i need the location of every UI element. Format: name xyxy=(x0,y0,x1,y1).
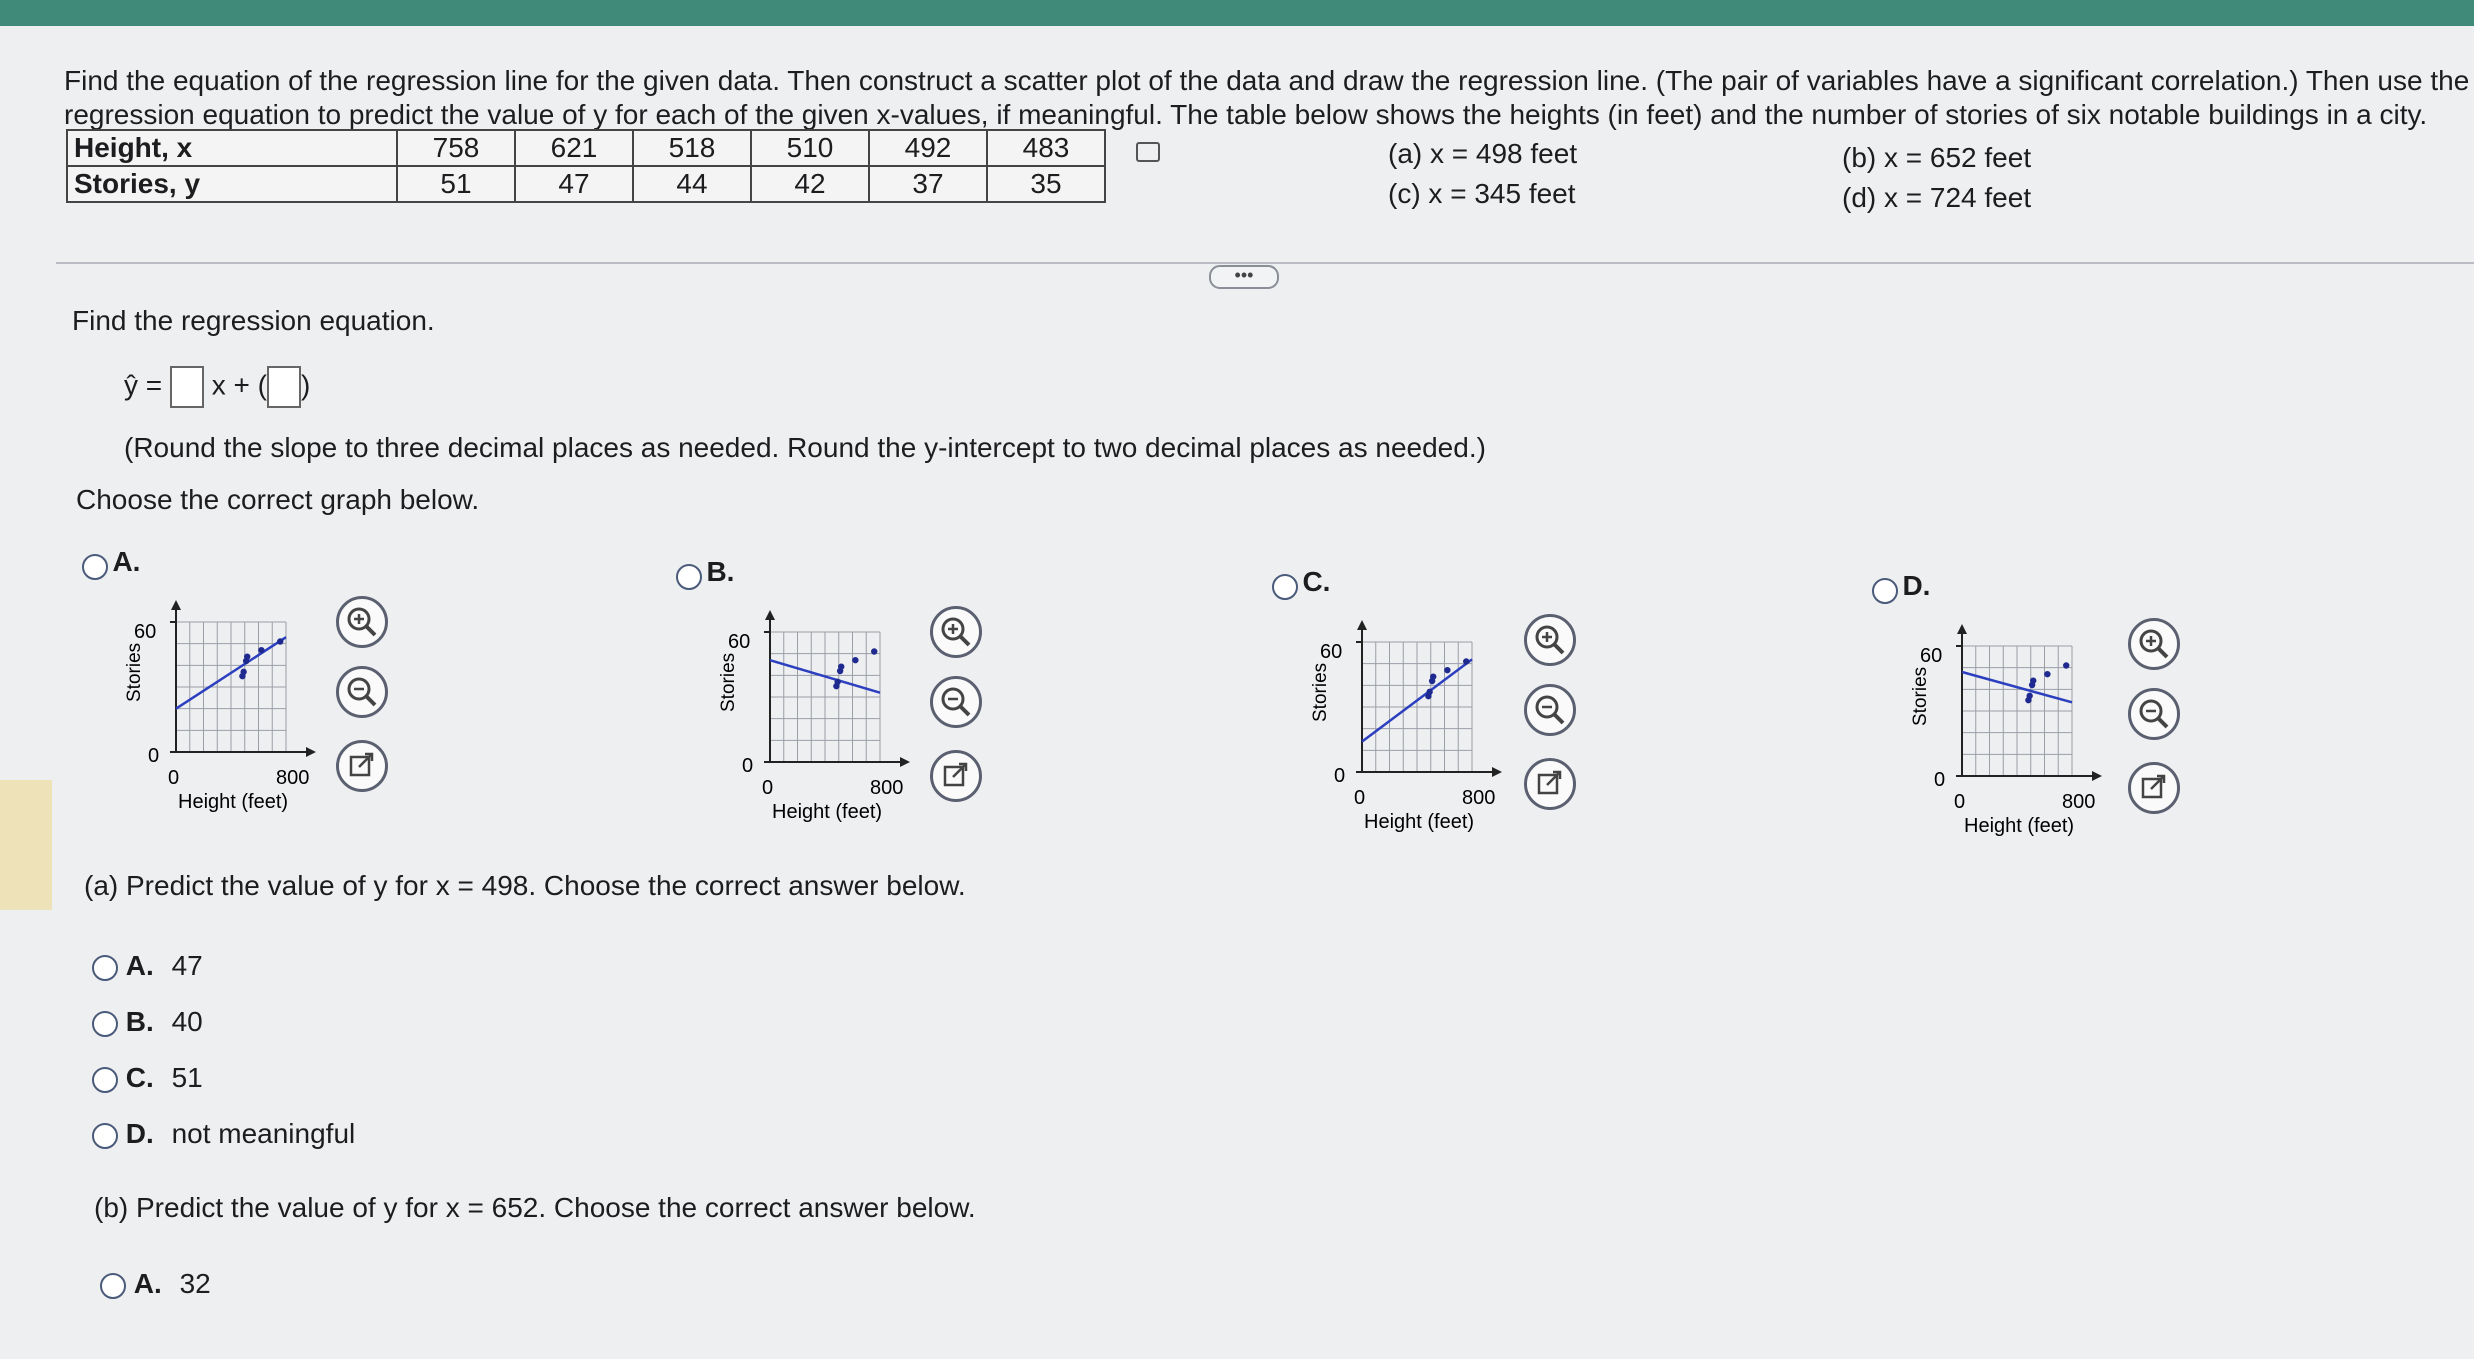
zoom-out-button[interactable] xyxy=(1524,684,1576,736)
data-point xyxy=(2026,693,2032,699)
x-tick-800: 800 xyxy=(276,767,310,789)
given-x-d: (d) x = 724 feet xyxy=(1842,182,2032,213)
given-x-c: (c) x = 345 feet xyxy=(1388,178,1576,209)
y-axis-arrow xyxy=(171,600,181,610)
radio-button[interactable] xyxy=(92,1067,118,1093)
option-label: A. xyxy=(112,546,141,577)
zoom-in-button[interactable] xyxy=(930,606,982,658)
zoom-out-icon xyxy=(2131,691,2177,737)
graph-d xyxy=(1882,616,2122,841)
table-cell: 621 xyxy=(515,130,633,166)
regression-equation: ŷ = x + ( ) xyxy=(124,366,310,408)
data-table xyxy=(66,129,1106,203)
x-axis-label: Height (feet) xyxy=(178,791,289,812)
data-point xyxy=(1444,667,1450,673)
zoom-out-button[interactable] xyxy=(930,676,982,728)
given-x-a: (a) x = 498 feet xyxy=(1388,138,1578,169)
zoom-out-icon xyxy=(933,679,979,725)
radio-button[interactable] xyxy=(676,564,702,590)
x-tick-0: 0 xyxy=(1354,787,1366,809)
option-label: C. xyxy=(1302,566,1331,597)
section-divider xyxy=(56,262,2474,264)
table-row-label-height: Height, x xyxy=(67,130,397,166)
x-tick-0: 0 xyxy=(1954,791,1966,813)
zoom-in-icon xyxy=(2131,621,2177,667)
option-label: B. xyxy=(125,1006,154,1037)
x-axis-label: Height (feet) xyxy=(1364,811,1475,832)
popout-icon xyxy=(933,753,979,799)
table-cell: 758 xyxy=(397,130,515,166)
x-axis-label: Height (feet) xyxy=(772,801,883,822)
y-tick-60: 60 xyxy=(728,631,751,653)
problem-statement xyxy=(64,64,2470,132)
x-tick-0: 0 xyxy=(762,777,774,799)
x-tick-800: 800 xyxy=(1462,787,1496,809)
part-b-prompt: (b) Predict the value of y for x = 652. Choose the correct answer below. xyxy=(94,1192,976,1223)
graph-option-c[interactable] xyxy=(1272,566,1330,600)
scatter-plot-a xyxy=(96,592,336,812)
option-label: B. xyxy=(706,556,735,587)
y-tick-0: 0 xyxy=(1934,769,1946,791)
data-point xyxy=(871,648,877,654)
data-point xyxy=(1463,658,1469,664)
y-tick-0: 0 xyxy=(1334,765,1346,787)
data-point xyxy=(244,653,250,659)
data-point xyxy=(277,638,283,644)
x-axis-arrow xyxy=(2092,771,2102,781)
zoom-in-button[interactable] xyxy=(336,596,388,648)
yhat-label: ŷ = xyxy=(124,369,163,401)
option-text: 32 xyxy=(179,1268,211,1299)
popout-button[interactable] xyxy=(1524,758,1576,810)
graph-b xyxy=(690,602,930,827)
table-row-label-stories: Stories, y xyxy=(67,166,397,202)
zoom-out-button[interactable] xyxy=(336,666,388,718)
popout-button[interactable] xyxy=(930,750,982,802)
table-cell: 42 xyxy=(751,166,869,202)
data-point xyxy=(1426,689,1432,695)
graph-option-b[interactable] xyxy=(676,556,734,590)
y-tick-0: 0 xyxy=(742,755,754,777)
option-label: D. xyxy=(125,1118,154,1149)
option-text: 51 xyxy=(171,1062,203,1093)
radio-button[interactable] xyxy=(100,1273,126,1299)
table-cell: 51 xyxy=(397,166,515,202)
option-label: D. xyxy=(1902,570,1931,601)
zoom-in-button[interactable] xyxy=(1524,614,1576,666)
y-axis-label: Stories xyxy=(124,642,145,702)
radio-button[interactable] xyxy=(92,1123,118,1149)
y-axis-arrow xyxy=(765,610,775,620)
y-axis-arrow xyxy=(1357,620,1367,630)
y-tick-60: 60 xyxy=(1920,645,1943,667)
table-cell: 47 xyxy=(515,166,633,202)
data-point xyxy=(258,647,264,653)
zoom-out-button[interactable] xyxy=(2128,688,2180,740)
y-axis-label: Stories xyxy=(1910,666,1931,726)
data-point xyxy=(240,669,246,675)
intercept-input[interactable] xyxy=(267,366,301,408)
option-text: 47 xyxy=(171,950,203,981)
scatter-plot-d xyxy=(1882,616,2122,836)
radio-button[interactable] xyxy=(82,554,108,580)
copy-table-icon[interactable] xyxy=(1136,142,1160,162)
radio-button[interactable] xyxy=(1272,574,1298,600)
option-label: A. xyxy=(125,950,154,981)
graph-a xyxy=(96,592,336,817)
table-cell: 492 xyxy=(869,130,987,166)
popout-button[interactable] xyxy=(2128,762,2180,814)
data-point xyxy=(1430,673,1436,679)
option-text: 40 xyxy=(171,1006,203,1037)
zoom-out-icon xyxy=(1527,687,1573,733)
plot-area xyxy=(1956,624,2102,781)
x-tick-800: 800 xyxy=(870,777,904,799)
graph-option-a[interactable] xyxy=(82,546,140,580)
expand-more-button[interactable]: ••• xyxy=(1209,265,1279,289)
plot-area xyxy=(170,600,316,757)
part-a-option-a[interactable] xyxy=(92,950,203,982)
x-tick-0: 0 xyxy=(168,767,180,789)
data-point xyxy=(2044,671,2050,677)
part-a-option-c[interactable] xyxy=(92,1062,203,1094)
zoom-in-icon xyxy=(339,599,385,645)
radio-button[interactable] xyxy=(92,1011,118,1037)
table-cell: 483 xyxy=(987,130,1105,166)
popout-button[interactable] xyxy=(336,740,388,792)
part-a-option-d[interactable] xyxy=(92,1118,355,1150)
option-label: A. xyxy=(133,1268,162,1299)
table-cell: 35 xyxy=(987,166,1105,202)
y-axis-label: Stories xyxy=(1310,662,1331,722)
popout-icon xyxy=(1527,761,1573,807)
radio-button[interactable] xyxy=(92,955,118,981)
zoom-in-icon xyxy=(933,609,979,655)
y-tick-0: 0 xyxy=(148,745,160,767)
option-text: not meaningful xyxy=(171,1118,356,1149)
x-plus-label: x + xyxy=(211,369,250,401)
part-b-option-a[interactable] xyxy=(100,1268,211,1300)
scatter-plot-b xyxy=(690,602,930,822)
y-tick-60: 60 xyxy=(134,621,157,643)
slope-input[interactable] xyxy=(170,366,204,408)
y-axis-arrow xyxy=(1957,624,1967,634)
data-point xyxy=(838,663,844,669)
option-label: C. xyxy=(125,1062,154,1093)
table-cell: 518 xyxy=(633,130,751,166)
data-point xyxy=(834,679,840,685)
part-a-option-b[interactable] xyxy=(92,1006,203,1038)
zoom-out-icon xyxy=(339,669,385,715)
graph-option-d[interactable] xyxy=(1872,570,1930,604)
rounding-instructions: (Round the slope to three decimal places as needed. Round the y-intercept to two decimal places as needed.) xyxy=(124,432,1486,463)
table-row xyxy=(67,130,1105,166)
y-tick-60: 60 xyxy=(1320,641,1343,663)
radio-button[interactable] xyxy=(1872,578,1898,604)
x-axis-arrow xyxy=(1492,767,1502,777)
graph-c xyxy=(1282,612,1522,837)
zoom-in-button[interactable] xyxy=(2128,618,2180,670)
table-cell: 510 xyxy=(751,130,869,166)
plot-area xyxy=(764,610,910,767)
problem-intro-line1: Find the equation of the regression line for the given data. Then construct a scatter plot of the data and draw the regression line. (The pair of variables have a significant correlation.) Then use the xyxy=(64,65,2470,96)
part-a-prompt: (a) Predict the value of y for x = 498. Choose the correct answer below. xyxy=(84,870,966,901)
zoom-in-icon xyxy=(1527,617,1573,663)
x-tick-800: 800 xyxy=(2062,791,2096,813)
problem-intro-line2: regression equation to predict the value of y for each of the given x-values, if meaningful. The table below shows the heights (in feet) and the number of stories of six notable buildings in a city. xyxy=(64,99,2428,130)
x-axis-label: Height (feet) xyxy=(1964,815,2075,836)
popout-icon xyxy=(339,743,385,789)
x-axis-arrow xyxy=(306,747,316,757)
given-x-b: (b) x = 652 feet xyxy=(1842,142,2032,173)
popout-icon xyxy=(2131,765,2177,811)
table-cell: 37 xyxy=(869,166,987,202)
x-axis-arrow xyxy=(900,757,910,767)
regression-prompt: Find the regression equation. xyxy=(72,305,435,336)
plot-area xyxy=(1356,620,1502,777)
table-row xyxy=(67,166,1105,202)
left-edge-strip xyxy=(0,780,52,910)
data-point xyxy=(852,657,858,663)
data-point xyxy=(2030,677,2036,683)
graph-choice-prompt: Choose the correct graph below. xyxy=(76,484,480,515)
table-cell: 44 xyxy=(633,166,751,202)
data-point xyxy=(2063,662,2069,668)
scatter-plot-c xyxy=(1282,612,1522,832)
y-axis-label: Stories xyxy=(718,652,739,712)
